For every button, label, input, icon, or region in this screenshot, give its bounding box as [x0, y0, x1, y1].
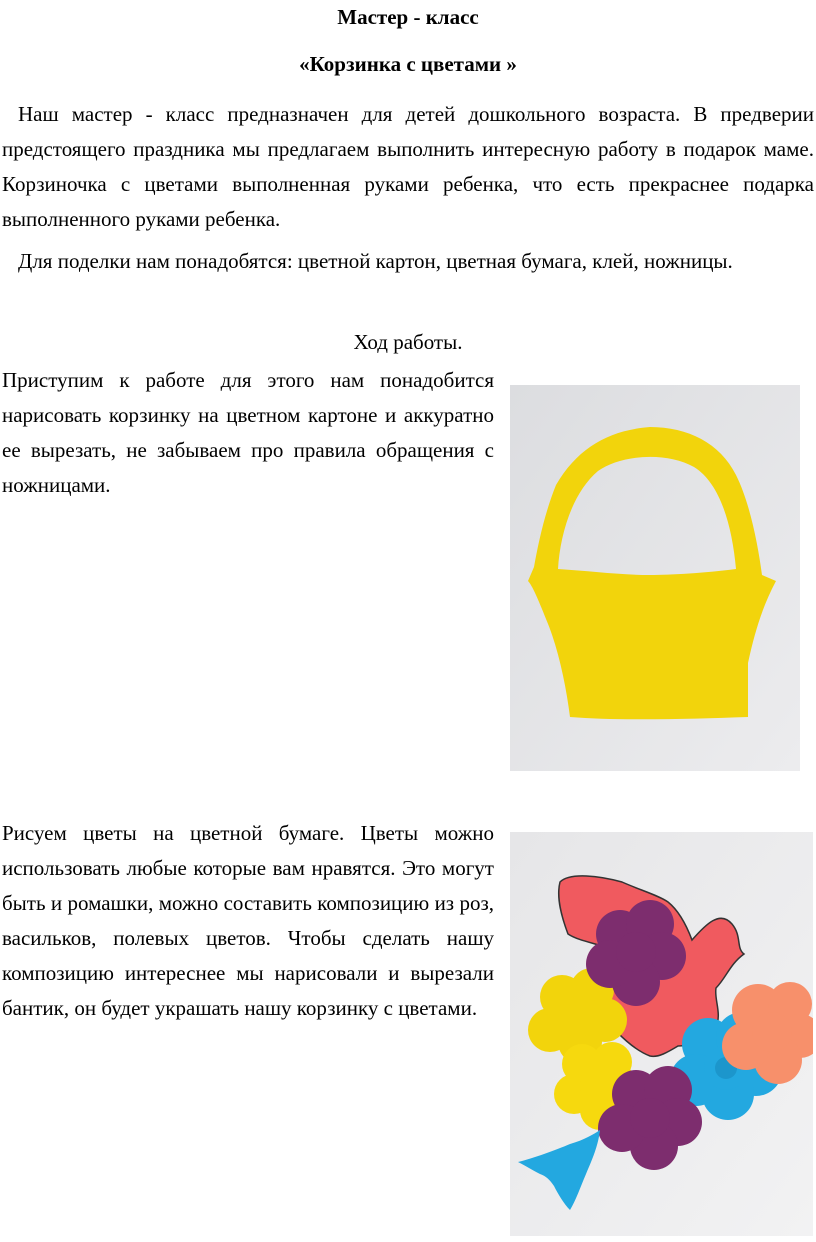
step2-paragraph: Рисуем цветы на цветной бумаге. Цветы можно использовать любые которые вам нравятся. Это могут быть и ромашки, можно составить композицию из роз, васильков, полевых цветов. Чтобы сделать нашу композицию интереснее мы нарисовали и вырезали бантик, он будет украшать нашу корзинку с цветами. [2, 821, 494, 1020]
document-title: Мастер - класс [337, 5, 479, 29]
materials-paragraph: Для поделки нам понадобятся: цветной картон, цветная бумага, клей, ножницы. [18, 249, 733, 273]
section-heading: Ход работы. [353, 330, 463, 354]
document-subtitle: «Корзинка с цветами » [299, 52, 517, 76]
step1-paragraph: Приступим к работе для этого нам понадобится нарисовать корзинку на цветном картоне и аккуратно ее вырезать, не забываем про правила обращения с ножницами. [2, 368, 494, 497]
basket-photo [510, 385, 800, 771]
intro-paragraph: Наш мастер - класс предназначен для детей дошкольного возраста. В предверии предстоящего праздника мы предлагаем выполнить интересную работу в подарок маме. Корзиночка с цветами выполненная руками ребенка, что есть прекраснее подарка выполненного руками ребенка. [2, 102, 814, 231]
flowers-photo [510, 832, 813, 1236]
